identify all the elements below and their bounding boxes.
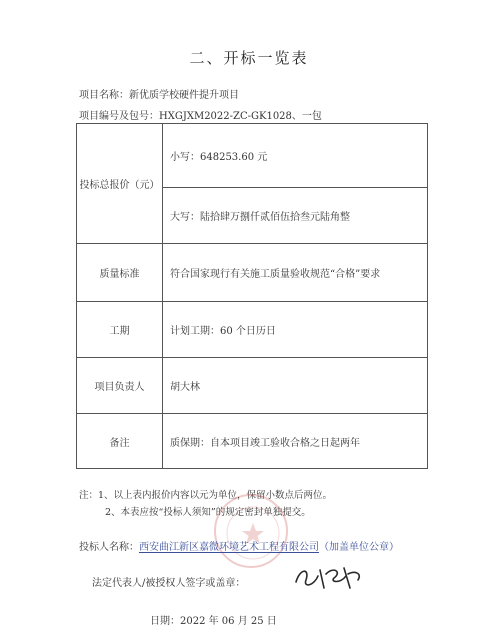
price-label: 投标总报价（元） bbox=[77, 124, 163, 244]
table-row bbox=[77, 244, 428, 302]
bidder-seal-note: （加盖单位公章） bbox=[319, 542, 399, 553]
bidder-label: 投标人名称： bbox=[79, 542, 139, 553]
date-line: 日期：2022 年 06 月 25 日 bbox=[150, 616, 277, 627]
handwritten-signature-icon bbox=[290, 562, 370, 592]
quality-label: 质量标准 bbox=[77, 244, 163, 302]
project-code: 项目编号及包号：HXGJXM2022-ZC-GK1028、一包 bbox=[79, 111, 322, 122]
price-capital: 大写：陆拾肆万捌仟贰佰伍拾叁元陆角整 bbox=[163, 188, 428, 244]
note-line-1: 注：1、以上表内报价内容以元为单位，保留小数点后两位。 bbox=[79, 490, 333, 501]
note-line-2: 2、本表应按“投标人须知”的规定密封单独提交。 bbox=[105, 507, 311, 518]
page-title: 二、开标一览表 bbox=[189, 49, 309, 67]
remark-value: 质保期：自本项目竣工验收合格之日起两年 bbox=[163, 414, 428, 469]
notes bbox=[79, 487, 332, 521]
company-seal-icon bbox=[214, 494, 288, 568]
table-row bbox=[77, 302, 428, 358]
remark-label: 备注 bbox=[77, 414, 163, 469]
bidder-line bbox=[79, 538, 399, 553]
quality-value: 符合国家现行有关施工质量验收规范“合格”要求 bbox=[163, 244, 428, 302]
period-label: 工期 bbox=[77, 302, 163, 358]
period-value: 计划工期：60 个日历日 bbox=[163, 302, 428, 358]
table-row bbox=[77, 124, 428, 188]
price-small: 小写：648253.60 元 bbox=[163, 124, 428, 188]
manager-value: 胡大林 bbox=[163, 358, 428, 414]
manager-label: 项目负责人 bbox=[77, 358, 163, 414]
table-row bbox=[77, 358, 428, 414]
bidder-company: 西安曲江新区嘉微环境艺术工程有限公司 bbox=[139, 542, 319, 553]
project-name: 项目名称：新优质学校硬件提升项目 bbox=[79, 90, 239, 101]
table-row bbox=[77, 414, 428, 469]
representative-line: 法定代表人/被授权人签字或盖章： bbox=[92, 578, 246, 589]
bid-summary-table bbox=[76, 123, 428, 469]
